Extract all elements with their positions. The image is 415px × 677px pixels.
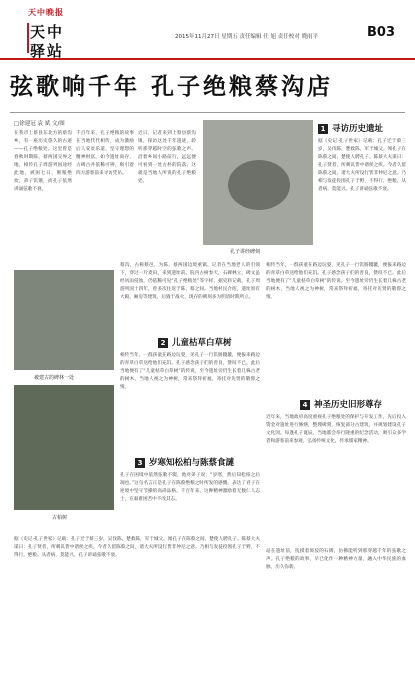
right-middle-body: 相传当年，一群孩童在路边玩耍，见孔子一行饥肠辘辘，便拔来路边的青草白草送给他们充饥。孔子感念孩子们的善良，赞叹不已。此后当地便有了“儿童枯草白草树”的传说，至今遗址旁仍生长着几株古老的树木，当地人视之为神树，常来祭拜祈福，寄托对先贤的敬仰之情。 xyxy=(266,263,406,300)
photo-stone-tablets xyxy=(14,270,114,370)
intro-column-1: 在我市上蔡县东北方的蔡沟乡，有一座历史悠久的古迹——孔子绝粮处。这里曾是春秋时期陈、蔡两国交界之地，相传孔子周游列国途经此地，被困七日，断粮绝炊，弟子饥饿，而孔子依然讲诵弦歌不衰。 xyxy=(14,131,72,192)
section-4-body: 近年来，当地政府高度重视孔子绝粮处的保护与开发工作，先后投入资金对遗址进行修缮，整理碑刻，恢复部分古建筑，并规划建设孔子文化园。每逢孔子诞辰，当地都会举行隆重的纪念活动，吸引众多学者和游客前来参观，弘扬传统文化，传承儒家精神。 xyxy=(266,415,406,444)
dateline: 2015年11月27日 星期五 责任编辑 任 旭 责任校对 晓雨平 xyxy=(175,34,318,40)
section-3-body: 孔子在困境中依然弦歌不辍，他对弟子说：“岁寒，然后知松柏之后凋也。”这句名言正是孔子在陈蔡绝粮之时所发的感慨，表达了君子在逆境中坚守节操的高尚品格。千百年来，这种精神激励着无数仁人志士，在艰难困苦中不改其志。 xyxy=(120,473,260,502)
intro-column-2: 千百年来，孔子绝粮的故事在当地代代相传，成为激励后人安贫乐道、坚守理想的精神财富。如今遗址尚存，古碑古井依稀可辨，吸引着四方游客前来寻访凭吊。 xyxy=(76,131,134,176)
logo-accent-bar xyxy=(27,23,29,53)
section-1-body-right: 据《史记·孔子世家》记载：孔子迁于蔡三岁，吴伐陈，楚救陈，军于城父。闻孔子在陈蔡之间，楚使人聘孔子。陈蔡大夫谋曰：孔子贤者，所刺讥皆中诸侯之疾。今者久留陈蔡之间，诸大夫所设行皆非仲尼之意。乃相与发徒役围孔子于野，不得行，绝粮。从者病，莫能兴。孔子讲诵弦歌不衰。 xyxy=(318,139,406,192)
headline: 弦歌响千年 孔子绝粮蔡沟店 xyxy=(10,74,334,100)
column-title-line1: 天中 xyxy=(30,23,65,41)
section-2-body: 相传当年，一群孩童在路边玩耍，见孔子一行饥肠辘辘，便拔来路边的青草白草送给他们充饥。孔子感念孩子们的善良，赞叹不已。此后当地便有了“儿童枯草白草树”的传说，至今遗址旁仍生长着几株古老的树木，当地人视之为神树，常来祭拜祈福，寄托对先贤的敬仰之情。 xyxy=(120,353,260,390)
section-1-heading: 1 寻访历史遗址 xyxy=(318,122,383,134)
caption-top-right: 孔子讲经碑刻 xyxy=(230,249,261,255)
caption-left-mid: 被建古的碑林一处 xyxy=(34,375,75,381)
intro-column-3: 近日，记者来到上蔡县蔡沟镇，探访这处千年遗迹，聆听那穿越时空的弦歌之声。沿着乡间小路前行，远远便可看到一处古朴的院落，这就是当地人所说的孔子绝粮处。 xyxy=(138,131,196,184)
headline-rule xyxy=(10,112,405,113)
section-2-heading: 2 儿童枯草白草树 xyxy=(158,336,232,348)
section-3-heading: 3 岁寒知松柏与陈蔡食謰 xyxy=(135,456,234,468)
section-4-heading: 4 神圣历史旧形尊存 xyxy=(300,398,382,410)
photo-cypress-tree xyxy=(14,385,114,510)
paper-name: 天中晚报 xyxy=(28,8,64,17)
byline: □徐建冠 袁 斌 文/图 xyxy=(14,121,65,127)
section-4-body-end: 站在遗址前，抚摸着斑驳的石碑，仿佛能听到那穿越千年的弦歌之声。孔子绝粮的故事，早已化作一种精神力量，融入中华民族的血脉，历久弥新。 xyxy=(266,549,406,570)
bottom-left-body: 据《史记·孔子世家》记载：孔子迁于蔡三岁，吴伐陈，楚救陈，军于城父。闻孔子在陈蔡之间，楚使人聘孔子。陈蔡大夫谋曰：孔子贤者，所刺讥皆中诸侯之疾。今者久留陈蔡之间，诸大夫所设行皆非仲尼之意。乃相与发徒役围孔子于野，不得行，绝粮。从者病，莫能兴。孔子讲诵弦歌不衰。 xyxy=(14,537,260,558)
section-1-body: 蔡沟，古称蔡邑，为陈、蔡两国边境重镇。记者在当地老人的引领下，穿过一片麦田，来到遗址前。院内古树参天，石碑林立，碑文虽经风雨侵蚀，仍依稀可见“孔子绝粮处”等字样。据史料记载，孔子周游列国十四年，曾多次往返于陈、蔡之间。当地村民介绍，遗址原有大殿、厢房等建筑，后毁于战火，现存的碑刻多为明清时期所立。 xyxy=(120,263,260,300)
page-number: B03 xyxy=(367,25,395,40)
photo-stele-shape xyxy=(228,160,290,210)
caption-left-bottom: 古柏树 xyxy=(52,515,68,521)
column-title-line2: 驿站 xyxy=(30,42,65,60)
